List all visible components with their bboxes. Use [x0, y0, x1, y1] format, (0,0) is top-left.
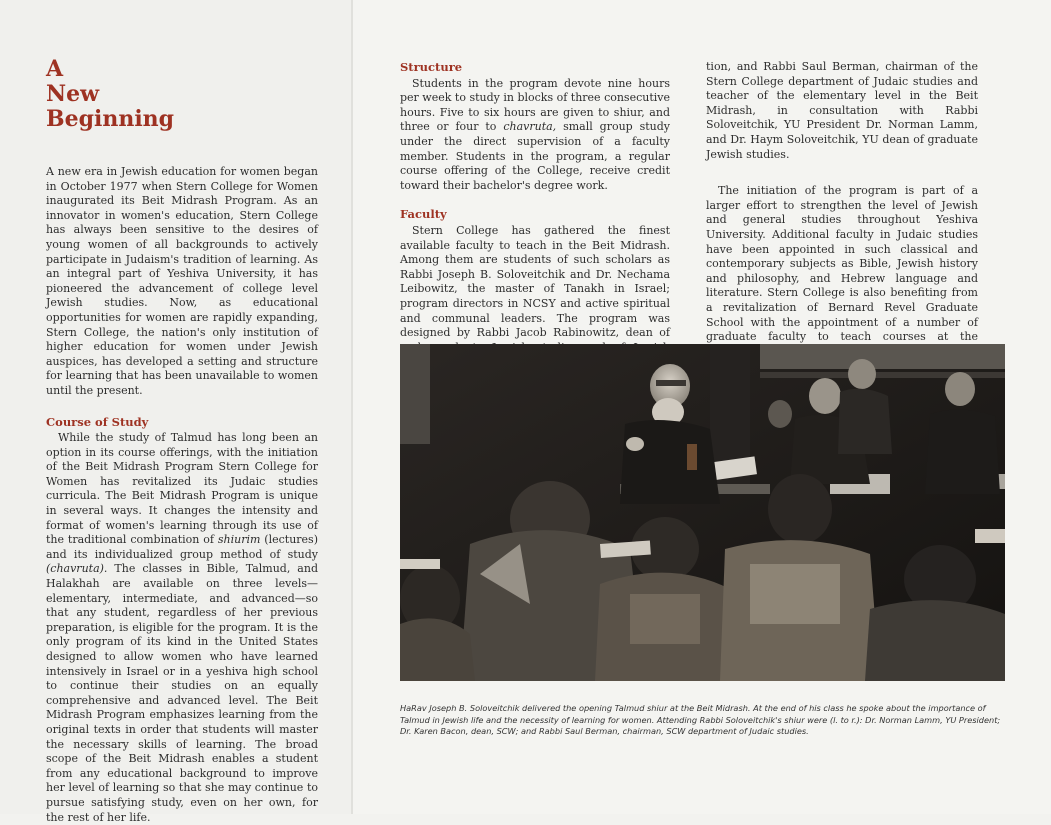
structure-paragraph — [400, 77, 670, 194]
photo-caption: HaRav Joseph B. Soloveitchik delivered the opening Talmud shiur at the Beit Midrash. At the end of his class he spoke about the importance of Talmud in Jewish life and the necessity of learning for women. Attending Rabbi Soloveitchik's shiur were (l. to r.): Dr. Norman Lamm, YU President; Dr. Karen Bacon, dean, SCW; and Rabbi Saul Berman, chairman, SCW department of Judaic studies. — [400, 703, 1001, 736]
page-title — [46, 57, 174, 132]
faculty-continued-paragraph: tion, and Rabbi Saul Berman, chairman of the Stern College department of Judaic studies and teacher of the elementary level in the Beit Midrash, in consultation with Rabbi Soloveitchik, YU President Dr. Norman Lamm, and Dr. Haym Soloveitchik, YU dean of graduate Jewish studies. — [706, 60, 978, 161]
right-column — [706, 60, 978, 359]
title-line-3: Beginning — [46, 106, 175, 132]
structure-text-1: Students in the program devote nine hours per week to study in blocks of three consecutive hours. Five to six hours are given to shiur, and three or four to — [400, 76, 670, 134]
fold-line — [351, 0, 353, 814]
course-text-1: While the study of Talmud has long been an option in its course offerings, with the initiation of the Beit Midrash Program Stern College for Women has revitalized its Judaic studies curricula. The Beit Midrash Program is unique in several ways. It changes the intensity and format of women's learning through its use of the traditional combination of — [46, 431, 318, 547]
course-term-chavruta: (chavruta). — [46, 562, 108, 576]
classroom-photo-image — [400, 344, 1005, 681]
classroom-photo — [400, 344, 1005, 681]
structure-term-chavruta: chavruta, — [503, 120, 557, 134]
course-text-2: (lectures) and its individualized group method of study — [46, 533, 318, 561]
structure-heading: Structure — [400, 60, 463, 74]
course-term-shiurim: shiurim — [217, 533, 261, 547]
title-line-2: New — [46, 81, 100, 107]
faculty-heading: Faculty — [400, 207, 447, 222]
structure-text-2: small group study under the direct supervision of a faculty member. Students in the program, a regular course offering of the College, receive credit toward their bachelor's degree work. — [400, 120, 671, 192]
intro-paragraph: A new era in Jewish education for women began in October 1977 when Stern College for Women inaugurated its Beit Midrash Program. As an innovator in women's education, Stern College has always been sensitive to the desires of young women of all backgrounds to actively participate in Judaism's tradition of learning. As an integral part of Yeshiva University, it has pioneered the advancement of college level Jewish studies. Now, as educational opportunities for women are rapidly expanding, Stern College, the nation's only institution of higher education for women under Jewish auspices, has developed a setting and structure for learning that has been unavailable to women until the present. — [46, 165, 318, 397]
title-line-1: A — [46, 56, 64, 82]
left-column — [46, 165, 318, 825]
initiation-paragraph: The initiation of the program is part of a larger effort to strengthen the level of Jewish and general studies throughout Yeshiva University. Additional faculty in Judaic studies have been appointed in such classical and contemporary subjects as Bible, Jewish history and philosophy, and Hebrew language and literature. Stern College is also benefiting from a revitalization of Bernard Revel Graduate School with the appointment of a number of graduate faculty to teach courses at the — [706, 184, 978, 344]
faculty-paragraph: Stern College has gathered the finest available faculty to teach in the Beit Midrash. Among them are students of such scholars as Rabbi Joseph B. Soloveitchik and Dr. Nechama Leibowitz, the master of Tanakh in Israel; program directors in NCSY and active spiritual and communal leaders. The program was designed by Rabbi Jacob Rabinowitz, dean of — [400, 223, 670, 340]
course-text-3: The classes in Bible, Talmud, and Halakhah are available on three levels—elementary, intermediate, and advanced—so that any student, regardless of her previous preparation, is eligible for the program. It is the only program of its kind in the United States designed to allow women who have learned intensively in Israel or in a yeshiva high school to continue their studies on an equally comprehensive and advanced level. The Beit Midrash Program emphasizes learning from the original texts in order that students will master the necessary skills of learning. The broad scope of the Beit Midrash enables a student from any educational background to improve her level of learning so that she may continue to pursue satisfying study, even on her own, for the rest of her life. — [46, 562, 318, 824]
course-of-study-paragraph — [46, 431, 318, 825]
middle-column — [400, 60, 670, 370]
course-of-study-heading: Course of Study — [46, 414, 149, 429]
